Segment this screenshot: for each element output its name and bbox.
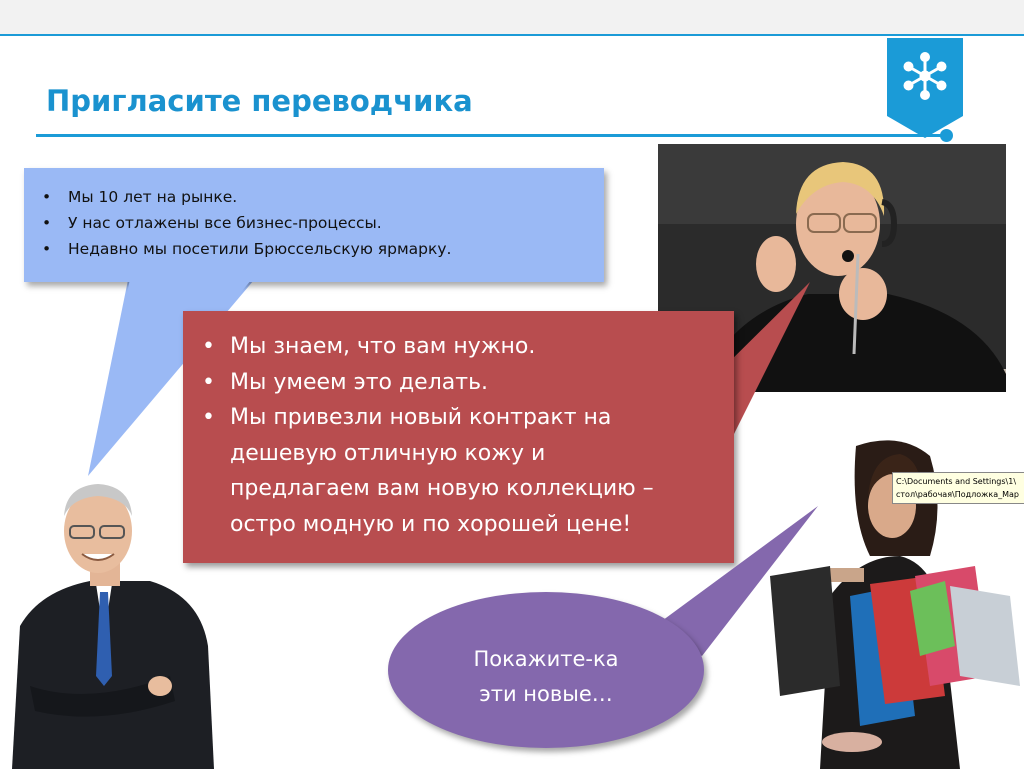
file-path-tooltip — [892, 472, 1024, 504]
tooltip-line1: C:\Documents and Settings\1\ — [896, 477, 1017, 486]
purple-bubble-text — [388, 642, 704, 712]
purple-bubble-line1: Покажите-ка — [473, 647, 619, 671]
slide-title: Пригласите переводчика — [46, 84, 473, 118]
list-item: • Мы умеем это делать. — [230, 365, 734, 401]
tooltip-line2: стол\рабочая\Подложка_Мар — [896, 490, 1019, 499]
speech-bubble-purple — [388, 592, 704, 748]
list-item: • У нас отлажены все бизнес-процессы. — [68, 210, 604, 236]
presentation-slide — [0, 34, 1024, 769]
list-item: • Недавно мы посетили Брюссельскую ярмарку. — [68, 236, 604, 262]
list-item: • Мы привезли новый контракт на дешевую отличную кожу и предлагаем вам новую коллекцию – остро модную и по хорошей цене! — [230, 400, 734, 542]
purple-bubble-line2: эти новые… — [479, 682, 613, 706]
list-item: • Мы знаем, что вам нужно. — [230, 329, 734, 365]
list-item: • Мы 10 лет на рынке. — [68, 184, 604, 210]
